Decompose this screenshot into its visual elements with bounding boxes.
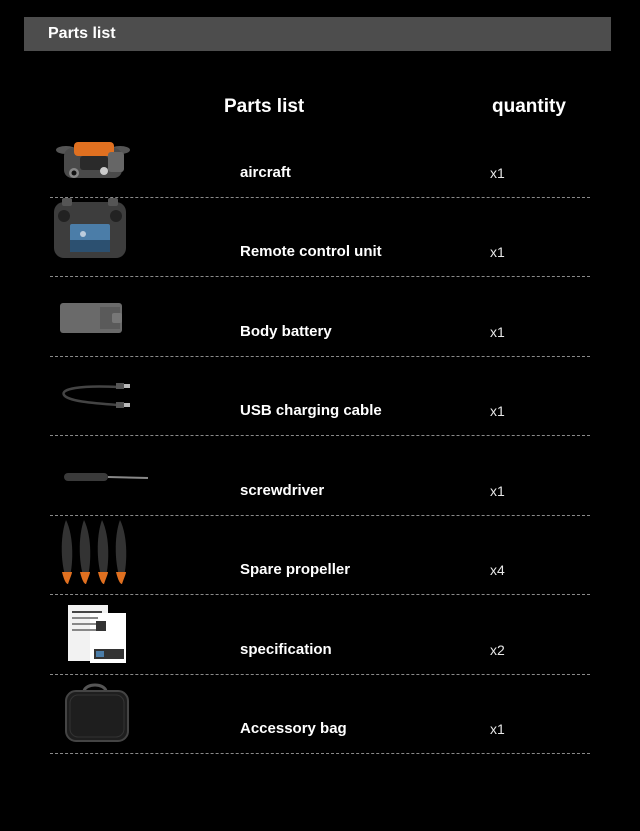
manual-icon — [50, 595, 160, 667]
part-row-accessory-bag — [50, 675, 590, 755]
part-quantity: x2 — [490, 641, 505, 658]
part-name: specification — [240, 640, 332, 658]
quantity-column-header: quantity — [492, 96, 566, 117]
part-name: Spare propeller — [240, 561, 351, 578]
part-row-specification — [50, 595, 590, 675]
part-name: screwdriver — [240, 481, 325, 499]
drone-icon — [50, 118, 160, 190]
part-name: Accessory bag — [240, 720, 347, 737]
part-row-propeller — [50, 516, 590, 596]
bag-icon — [50, 675, 160, 747]
part-row-screwdriver — [50, 436, 590, 516]
part-quantity: x1 — [490, 323, 505, 340]
battery-icon — [50, 277, 160, 349]
part-row-usb-cable — [50, 357, 590, 437]
part-quantity: x1 — [490, 403, 505, 419]
remote-controller-icon — [50, 198, 160, 270]
usb-cable-icon — [50, 357, 160, 429]
part-name: Remote control unit — [240, 243, 382, 260]
part-name: USB charging cable — [240, 402, 382, 419]
part-quantity: x1 — [490, 244, 505, 260]
header-bar — [24, 17, 611, 51]
part-row-battery — [50, 277, 590, 357]
screwdriver-icon — [50, 436, 160, 508]
row-divider — [50, 753, 590, 754]
part-name: aircraft — [240, 163, 291, 181]
part-row-remote-control — [50, 198, 590, 278]
header-title: Parts list — [48, 25, 116, 42]
part-quantity: x1 — [490, 721, 505, 737]
propeller-icon — [50, 516, 160, 588]
parts-column-header: Parts list — [224, 96, 305, 117]
part-quantity: x1 — [490, 164, 505, 181]
part-row-aircraft — [50, 118, 590, 198]
part-quantity: x1 — [490, 482, 505, 499]
part-quantity: x4 — [490, 562, 505, 578]
part-name: Body battery — [240, 322, 332, 340]
